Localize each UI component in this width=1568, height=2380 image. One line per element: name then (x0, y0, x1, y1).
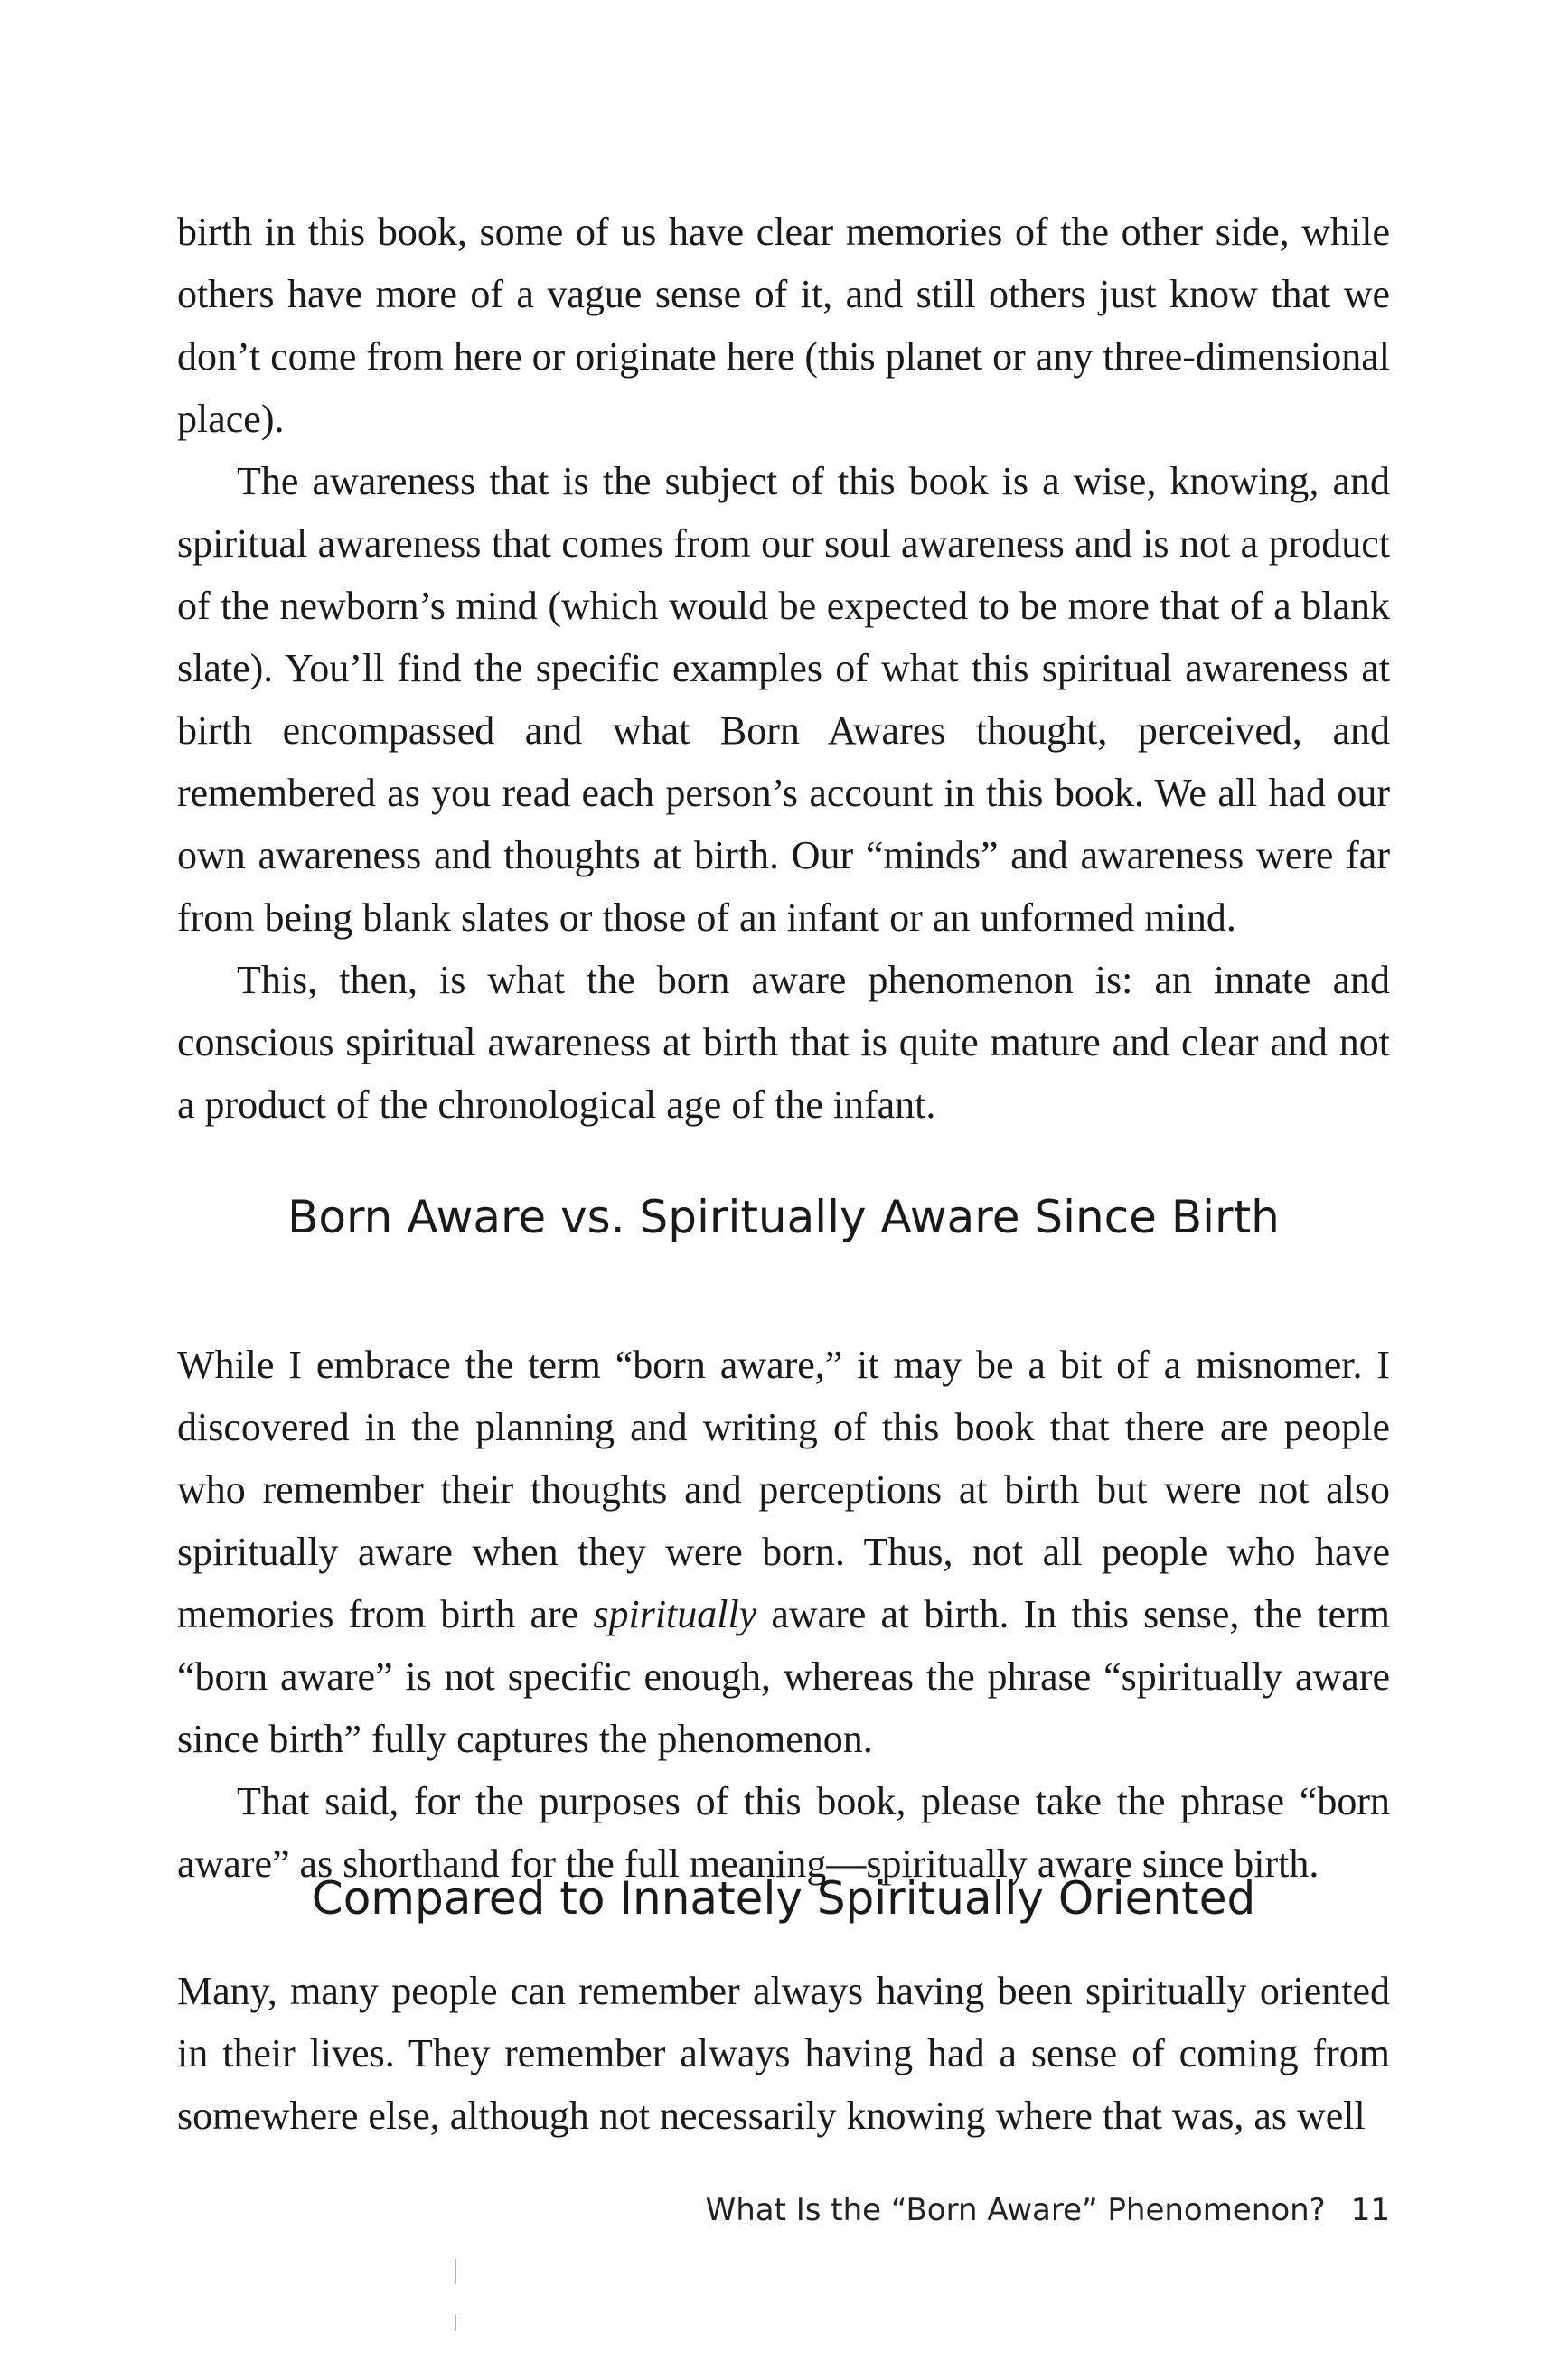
text-span: aware at birth. In this sense, the term “born aware” is not specific enough, whereas the phrase “spiritually aware since birth” fully captures the phenomenon. (177, 1592, 1390, 1761)
running-title: What Is the “Born Aware” Phenomenon? (705, 2192, 1326, 2228)
section-heading-innately-spiritually-oriented: Compared to Innately Spiritually Oriented (311, 1872, 1256, 1925)
paragraph-spiritually-oriented: Many, many people can remember always having been spiritually oriented in their lives. They remember always having had a sense of coming from somewhere else, although not necessarily knowing where that was, as well (177, 1969, 1390, 2138)
emphasis-spiritually: spiritually (593, 1592, 757, 1636)
section-heading-born-aware-vs-spiritually-aware: Born Aware vs. Spiritually Aware Since Birth (287, 1191, 1280, 1243)
paragraph-awareness-definition: The awareness that is the subject of this book is a wise, knowing, and spiritual awareness that comes from our soul awareness and is not a product of the newborn’s mind (which would be expected to be more that of a blank slate). You’ll find the specific examples of what this spiritual awareness at birth encompassed and what Born Awares thought, perceived, and remembered as you read each person’s account in this book. We all had our own awareness and thoughts at birth. Our “minds” and awareness were far from being blank slates or those of an infant or an unformed mind. (177, 459, 1390, 940)
section-1-text (177, 1334, 1390, 1895)
paragraph-phenomenon-summary: This, then, is what the born aware phenomenon is: an innate and conscious spiritual awareness at birth that is quite mature and clear and not a product of the chronological age of the infant. (177, 958, 1390, 1127)
scan-mark (455, 2259, 456, 2284)
opening-text (177, 201, 1390, 1136)
paragraph-continuation: birth in this book, some of us have clear memories of the other side, while others have more of a vague sense of it, and still others just know that we don’t come from here or originate here (this planet or any three-dimensional place). (177, 210, 1390, 441)
paragraph-misnomer (177, 1334, 1390, 1770)
scan-mark (455, 2315, 456, 2331)
page-number: 11 (1350, 2192, 1390, 2228)
page-footer (706, 2190, 1390, 2230)
paragraph-shorthand: That said, for the purposes of this book, please take the phrase “born aware” as shorthand for the full meaning—spiritually aware since birth. (177, 1779, 1390, 1886)
text-span: While I embrace the term “born aware,” it may be a bit of a misnomer. I discovered in the planning and writing of this book that there are people who remember their thoughts and perceptions at birth but were not also spiritually aware when they were born. Thus, not all people who have memories from birth are (177, 1343, 1390, 1636)
section-2-text (177, 1960, 1390, 2147)
